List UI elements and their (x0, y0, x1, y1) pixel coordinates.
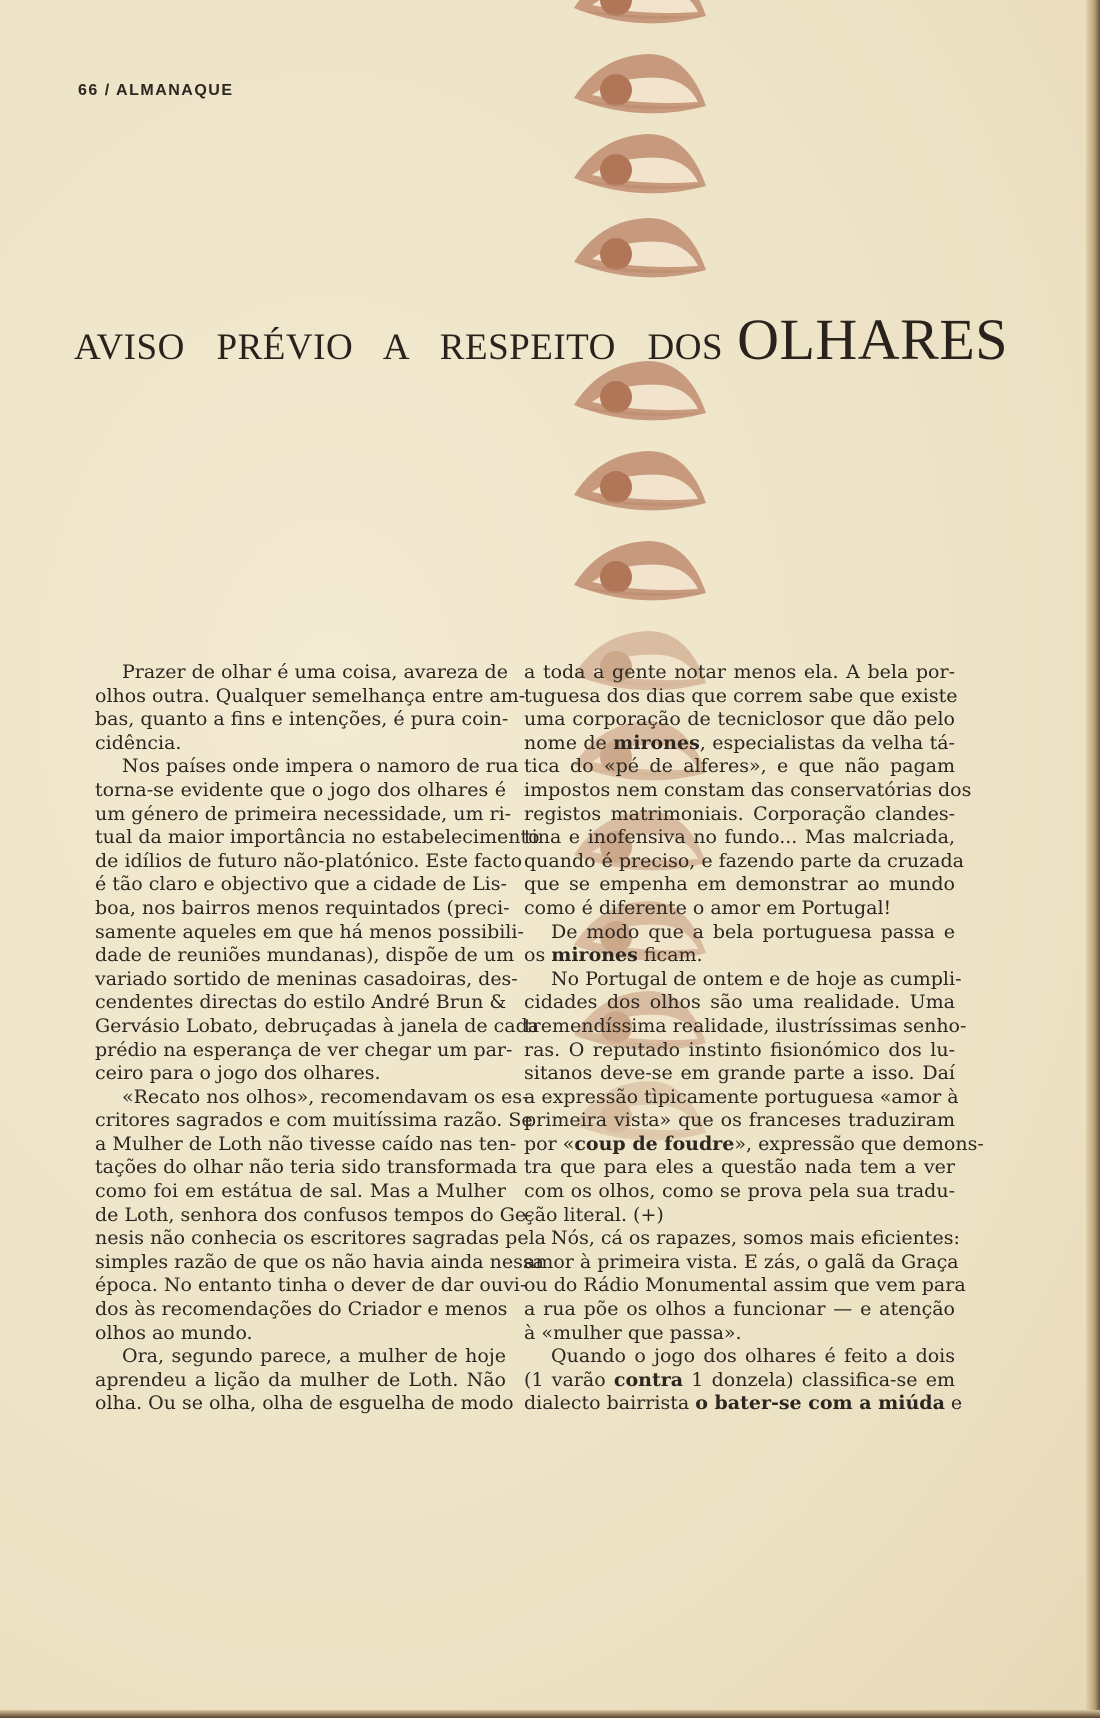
text-line (95, 1369, 506, 1393)
text-line (524, 1132, 984, 1157)
text-segment: nome de (524, 731, 614, 754)
eye-icon (570, 445, 708, 519)
text-line (524, 755, 955, 779)
text-line (524, 778, 972, 803)
text-segment: dade de reuniões mundanas), dispõe de um (95, 944, 515, 967)
text-segment: amor à primeira vista. E zás, o galã da Graça (524, 1250, 959, 1273)
text-segment: a toda a gente notar menos ela. A bela por- (524, 661, 955, 683)
text-segment: variado sortido de meninas casadoiras, des- (95, 967, 518, 990)
text-segment: cidência. (95, 731, 182, 754)
text-segment: como foi em estátua de sal. Mas a Mulher (95, 1180, 506, 1203)
text-line (95, 1109, 533, 1133)
text-segment: que se empenha em demonstrar ao mundo (524, 873, 955, 896)
text-segment: samente aqueles em que há menos possibili- (95, 920, 524, 943)
text-line (95, 755, 519, 779)
text-line (524, 1345, 955, 1369)
text-line (95, 1203, 533, 1228)
text-segment: ceiro para o jogo dos olhares. (95, 1062, 381, 1085)
bold-term: mirones (613, 731, 700, 754)
eye-icon (570, 128, 708, 202)
text-segment: quando é preciso, e fazendo parte da cruzada (524, 849, 964, 872)
text-line (95, 1014, 540, 1039)
text-line (524, 1180, 955, 1204)
text-line (524, 1392, 963, 1416)
text-line (524, 1298, 955, 1322)
article-title (74, 306, 1008, 373)
text-line (524, 661, 955, 685)
text-line (524, 1369, 955, 1393)
bold-term: mirones (551, 944, 638, 967)
text-line (524, 897, 955, 921)
text-segment: », expressão que demons- (734, 1132, 984, 1155)
text-segment: tica do «pé de alferes», e que não pagam (524, 755, 955, 778)
text-segment: nesis não conhecia os escritores sagradas pela (95, 1227, 546, 1250)
text-segment: de Loth, senhora dos confusos tempos do Ge- (95, 1203, 533, 1226)
text-line (95, 1062, 506, 1086)
page-edge-shadow (1086, 0, 1100, 1718)
text-line (524, 1085, 959, 1110)
text-line (524, 803, 955, 827)
bold-term: o bater-se com a miúda (695, 1392, 945, 1415)
text-segment: os (524, 944, 552, 967)
text-segment: uma corporação de tecniclosor que dão pelo (524, 708, 955, 731)
text-line (95, 967, 518, 992)
text-segment: simples razão de que os não havia ainda nessa (95, 1250, 544, 1273)
text-line (95, 1227, 546, 1251)
running-head: 66 / ALMANAQUE (78, 82, 234, 99)
text-line (524, 826, 955, 850)
text-segment: tual da maior importância no estabelecimento (95, 826, 540, 849)
text-segment: olha. Ou se olha, olha de esguelha de modo (95, 1392, 514, 1415)
text-line (524, 708, 955, 732)
eye-icon (570, 48, 708, 122)
text-segment: é tão claro e objectivo que a cidade de Lis- (95, 873, 507, 896)
text-line (95, 1345, 506, 1369)
text-segment: «Recato nos olhos», recomendavam os es- (122, 1085, 529, 1108)
text-line (524, 921, 955, 945)
title-main: AVISO PRÉVIO A RESPEITO DOS (74, 327, 724, 368)
text-segment: à «mulher que passa». (524, 1321, 742, 1344)
text-line (524, 684, 958, 709)
text-line (524, 1014, 967, 1039)
text-segment: De modo que a bela portuguesa passa e (551, 920, 955, 943)
text-line (95, 944, 515, 968)
page-bottom-edge (0, 1710, 1100, 1718)
text-segment: aprendeu a lição da mulher de Loth. Não (95, 1368, 506, 1391)
text-line (95, 849, 523, 874)
text-segment: primeira vista» que os franceses traduziram (524, 1109, 955, 1132)
text-segment: olhos outra. Qualquer semelhança entre am- (95, 684, 526, 707)
text-line (95, 802, 512, 827)
text-line (524, 1156, 955, 1180)
eye-icon (570, 535, 708, 609)
text-segment: ção literal. (+) (524, 1203, 664, 1226)
text-line (524, 873, 955, 897)
text-segment: dialecto bairrista (524, 1392, 696, 1415)
eye-icon (570, 0, 708, 32)
text-segment: tações do olhar não teria sido transformada (95, 1156, 518, 1179)
text-line (95, 1156, 518, 1180)
text-line (524, 991, 955, 1015)
text-line (95, 920, 524, 945)
text-segment: a rua põe os olhos a funcionar — e atenção (524, 1298, 955, 1321)
text-column-left (95, 661, 546, 1416)
text-line (95, 1322, 506, 1346)
text-line (95, 708, 509, 732)
text-segment: dos às recomendações do Criador e menos (95, 1298, 508, 1321)
text-line (524, 1204, 955, 1228)
text-segment: Gervásio Lobato, debruçadas à janela de cada (95, 1014, 540, 1037)
text-segment: (1 varão (524, 1368, 614, 1391)
eye-icon (570, 212, 708, 286)
text-segment: tina e inofensiva no fundo... Mas malcriada, (524, 826, 955, 849)
text-line (95, 1180, 506, 1204)
text-line (95, 1038, 513, 1063)
text-segment: época. No entanto tinha o dever de dar ouvi- (95, 1274, 527, 1297)
text-line (524, 1322, 955, 1346)
text-line (95, 873, 506, 897)
text-line (95, 1298, 506, 1322)
text-line (95, 896, 510, 921)
text-segment: tuguesa dos dias que correm sabe que existe (524, 684, 958, 707)
text-line (95, 779, 506, 803)
text-line (524, 1062, 955, 1086)
text-segment: ras. O reputado instinto fisionómico dos lu- (524, 1038, 955, 1061)
text-segment: como é diferente o amor em Portugal! (524, 896, 892, 919)
text-line (95, 1274, 527, 1298)
text-segment: Nos países onde impera o namoro de rua (122, 755, 519, 778)
text-segment: a expressão tìpicamente portuguesa «amor à (524, 1085, 959, 1108)
text-segment: Quando o jogo dos olhares é feito a dois (551, 1345, 955, 1368)
text-line (524, 1039, 955, 1063)
text-segment: sitanos deve-se em grande parte a isso. Daí (524, 1062, 955, 1085)
text-line (524, 1250, 959, 1275)
text-segment: um género de primeira necessidade, um ri- (95, 802, 512, 825)
text-segment: cendentes directas do estilo André Brun & (95, 991, 507, 1014)
text-line (95, 1132, 517, 1157)
text-segment: olhos ao mundo. (95, 1321, 253, 1344)
bold-term: coup de foudre (574, 1132, 735, 1155)
text-segment: bas, quanto a fins e intenções, é pura coin- (95, 708, 509, 731)
text-line (95, 732, 506, 756)
text-line (95, 1392, 514, 1416)
text-segment: tremendíssima realidade, ilustríssimas senho- (524, 1014, 967, 1037)
text-line (524, 1227, 960, 1251)
text-segment: cidades dos olhos são uma realidade. Uma (524, 991, 955, 1014)
text-segment: 1 donzela) classifica-se em (683, 1368, 955, 1391)
text-segment: , especialistas da velha tá- (699, 731, 955, 754)
text-line (95, 684, 526, 709)
text-line (95, 991, 506, 1015)
text-line (524, 944, 955, 968)
text-line (524, 849, 964, 874)
text-segment: No Portugal de ontem e de hoje as cumpli- (551, 967, 962, 990)
text-segment: tra que para eles a questão nada tem a ver (524, 1156, 955, 1179)
text-line (95, 1085, 529, 1110)
text-segment: a Mulher de Loth não tivesse caído nas ten- (95, 1132, 517, 1155)
text-segment: torna-se evidente que o jogo dos olhares é (95, 778, 506, 801)
text-segment: Ora, segundo parece, a mulher de hoje (122, 1345, 506, 1368)
text-line (95, 661, 506, 685)
text-segment: de idílios de futuro não-platónico. Este facto (95, 849, 523, 872)
text-segment: com os olhos, como se prova pela sua tradu- (524, 1180, 955, 1203)
text-segment: Prazer de olhar é uma coisa, avareza de (122, 661, 508, 683)
text-segment: registos matrimoniais. Corporação clandes- (524, 802, 955, 825)
text-segment: impostos nem constam das conservatórias dos (524, 778, 972, 801)
text-segment: Nós, cá os rapazes, somos mais eficientes: (551, 1227, 960, 1250)
title-emphasis: OLHARES (737, 307, 1009, 372)
text-segment: por « (524, 1132, 575, 1155)
text-line (524, 732, 955, 756)
text-line (95, 826, 540, 850)
text-line (95, 1250, 544, 1275)
text-line (524, 967, 962, 992)
text-segment: e (944, 1392, 963, 1415)
text-line (524, 1274, 966, 1298)
text-column-right (524, 661, 984, 1416)
bold-term: contra (613, 1368, 684, 1391)
text-segment: critores sagrados e com muitíssima razão. Se (95, 1109, 533, 1132)
text-segment: prédio na esperança de ver chegar um par- (95, 1038, 513, 1061)
text-segment: ou do Rádio Monumental assim que vem para (524, 1274, 966, 1297)
text-segment: boa, nos bairros menos requintados (preci- (95, 896, 510, 919)
text-segment: ficam. (637, 944, 703, 967)
text-line (524, 1109, 955, 1133)
